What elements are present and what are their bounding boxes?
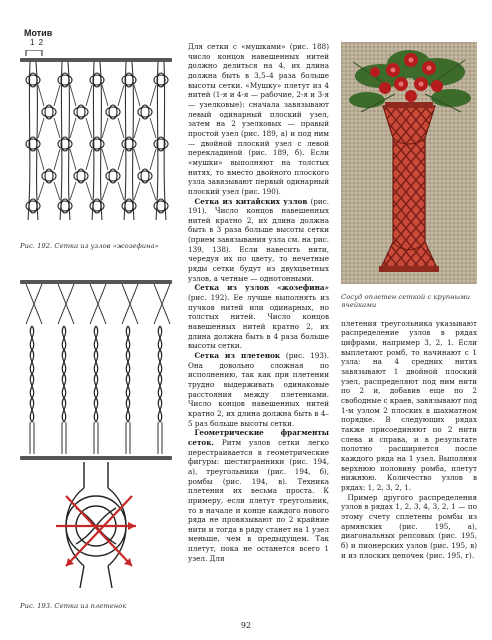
right-paragraph: Пример другого распределения узлов в рядах 1, 2, 3, 4, 3, 2, 1 — по этому счету сплетены ромбы из армянских (рис. 195, а), диагональных репсовых (рис. 195, б) и пионерских узлов (рис. 195, в) и из плоских цепочек (рис. 195, г). [341, 492, 477, 560]
section-body: Ритм узлов сетки легко перестраивается в геометрические фигуры: шестигранники (рис. 194, а), треугольники (рис. 194, б), ромбы (рис. 194, в). Техника плетения их весьма проста. К примеру, если плетут треугольник, то в начале и конце каждого нового ряда не провязывают по 2 крайние нити и тогда в ряду станет на 1 узел меньше, чем в предыдущем. Так плетут, пока не останется всего 1 узел. Для [188, 437, 329, 563]
right-text-block [341, 319, 477, 560]
vase-photo [341, 42, 477, 284]
section-heading: Сетка из китайских узлов [194, 196, 308, 206]
right-column [341, 42, 477, 560]
section-heading: Сетка из узлов «жозефина» [194, 283, 329, 293]
section-heading: Геометрические фрагменты сеток. [188, 428, 329, 447]
motif-numbers: 1 2 [30, 38, 45, 47]
photo-caption: Сосуд оплетен сеткой с крупными ячейками [341, 293, 471, 310]
section-braids [188, 351, 329, 428]
section-heading: Сетка из плетенок [194, 351, 281, 360]
section-body: (рис. 193). Она довольно сложная по исполнению, так как при плетении трудно выдерживать одинаковые расстояния между плетенками. Число концов навешенных нитей кратно 2, их длина должна быть в 4–5 раз больше высоты сетки. [188, 351, 329, 428]
section-chinese-knots [188, 197, 329, 284]
section-body: (рис. 192). Ее лучше выполнять из пучков нитей или одинарных, но толстых нитей. Число концов навешенных нитей кратно 2, их длина должна быть в 4 раза больше высоты сетки. [188, 293, 329, 351]
section-geometric-fragments [188, 428, 329, 563]
motif-label: Мотив [24, 28, 53, 38]
motif-header [20, 28, 178, 50]
page-number: 92 [240, 621, 252, 630]
figure-192-josephine-knot-net [20, 50, 178, 228]
figure-192-caption: Рис. 192. Сетка из узлов «жозефина» [20, 242, 159, 250]
intro-paragraph: Для сетки с «мушками» (рис. 188) число концов навешенных нитей должно делиться на 4, их длина должна быть в 3,5–4 раза больше высоты сетки. «Мушку» плетут из 4 нитей (1-я и 4-я — рабочие, 2-я и 3-я — узелковые): сначала завязывают левый одинарный плоский узел, затем на 2 узелковых — правый простой узел (рис. 189, а) и под ним — двойной плоский узел с левой перекладиной (рис. 189, б). Если «мушки» выполняют на толстых нитях, то вместо двойного плоского узла завязывают первый одинарный плоский узел (рис. 190). [188, 42, 329, 196]
middle-text-column [188, 42, 329, 563]
left-figure-column [20, 28, 178, 610]
section-body: (рис. 191). Число концов навешенных нитей кратно 2, их длина должна быть в 3 раза больше высоты сетки (прием завязывания узла см. на рис. 139, 138). Если навесить нити, чередуя их по цвету, то нечетные ряды сетки будут из двухцветных узлов, а четные — однотонными. [188, 196, 329, 283]
section-josephine-knots [188, 283, 329, 351]
figure-193-braid-net [20, 276, 178, 594]
right-paragraph: плетения треугольника указывают распределение узлов в рядах цифрами, например 3, 2, 1. Если выплетают ромб, то начинают с 1 узла: на 4 средних нитях завязывают 1 двойной плоский узел, распределяют под ним нити по 2 и, добавив еще по 2 свободные с краев, завязывают под 1-м узлом 2 плоских в шахматном порядке. В следующих рядах также присоединяют по 2 нити слева и справа, и в результате полотно расширяется после каждого ряда на 1 узел. Выполняя верхнюю половину ромба, плетут нижнюю. Количество узлов в рядах: 1, 2, 3, 2, 1. [341, 318, 477, 492]
figure-193-caption: Рис. 193. Сетка из плетенок [20, 602, 127, 610]
